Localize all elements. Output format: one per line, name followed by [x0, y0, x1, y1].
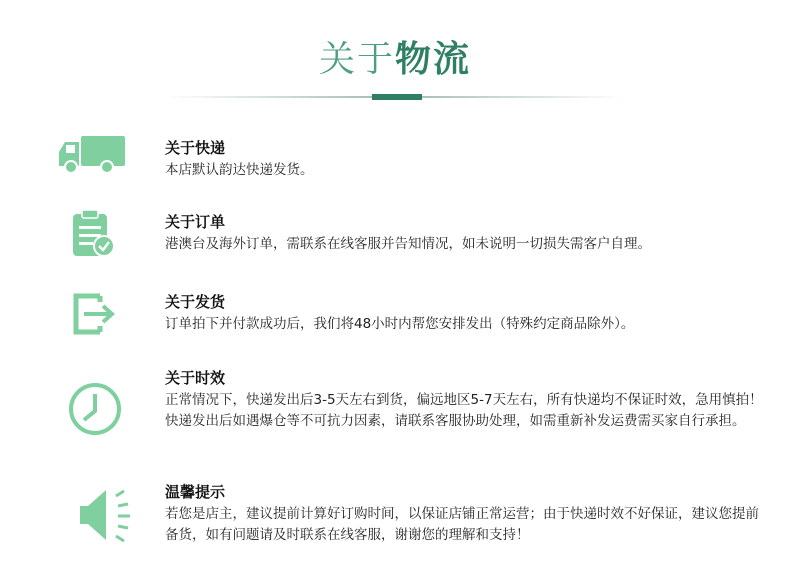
section-body: 若您是店主，建议提前计算好订购时间，以保证店铺正常运营；由于快递时效不好保证，建议您提前备货，如有问题请及时联系在线客服，谢谢您的理解和支持！: [165, 506, 759, 543]
section-heading: 关于快递: [165, 139, 226, 157]
exit-arrow-icon: [70, 292, 118, 340]
section-heading: 温馨提示: [165, 483, 226, 501]
section-body: 港澳台及海外订单，需联系在线客服并告知情况，如未说明一切损失需客户自理。: [165, 236, 651, 252]
section-body: 本店默认韵达快递发货。: [165, 162, 314, 178]
title-divider-accent: [372, 94, 422, 100]
section-heading: 关于发货: [165, 293, 226, 311]
megaphone-icon: [72, 482, 136, 552]
title-bold: 物流: [395, 39, 472, 80]
title-light: 关于: [318, 39, 395, 80]
section-body: 正常情况下，快递发出后3-5天左右到货，偏远地区5-7天左右，所有快递均不保证时效，急用慎拍！快递发出后如遇爆仓等不可抗力因素，请联系客服协助处理，如需重新补发运费需买家自行承担。: [165, 392, 763, 429]
clock-icon: [68, 382, 122, 440]
section-heading: 关于订单: [165, 213, 226, 231]
section-body: 订单拍下并付款成功后，我们将48小时内帮您安排发出（特殊约定商品除外）。: [165, 316, 635, 332]
page-title: [0, 36, 790, 84]
clipboard-check-icon: [70, 208, 118, 264]
truck-icon: [55, 136, 127, 180]
section-heading: 关于时效: [165, 369, 226, 387]
page-header: [0, 36, 790, 84]
